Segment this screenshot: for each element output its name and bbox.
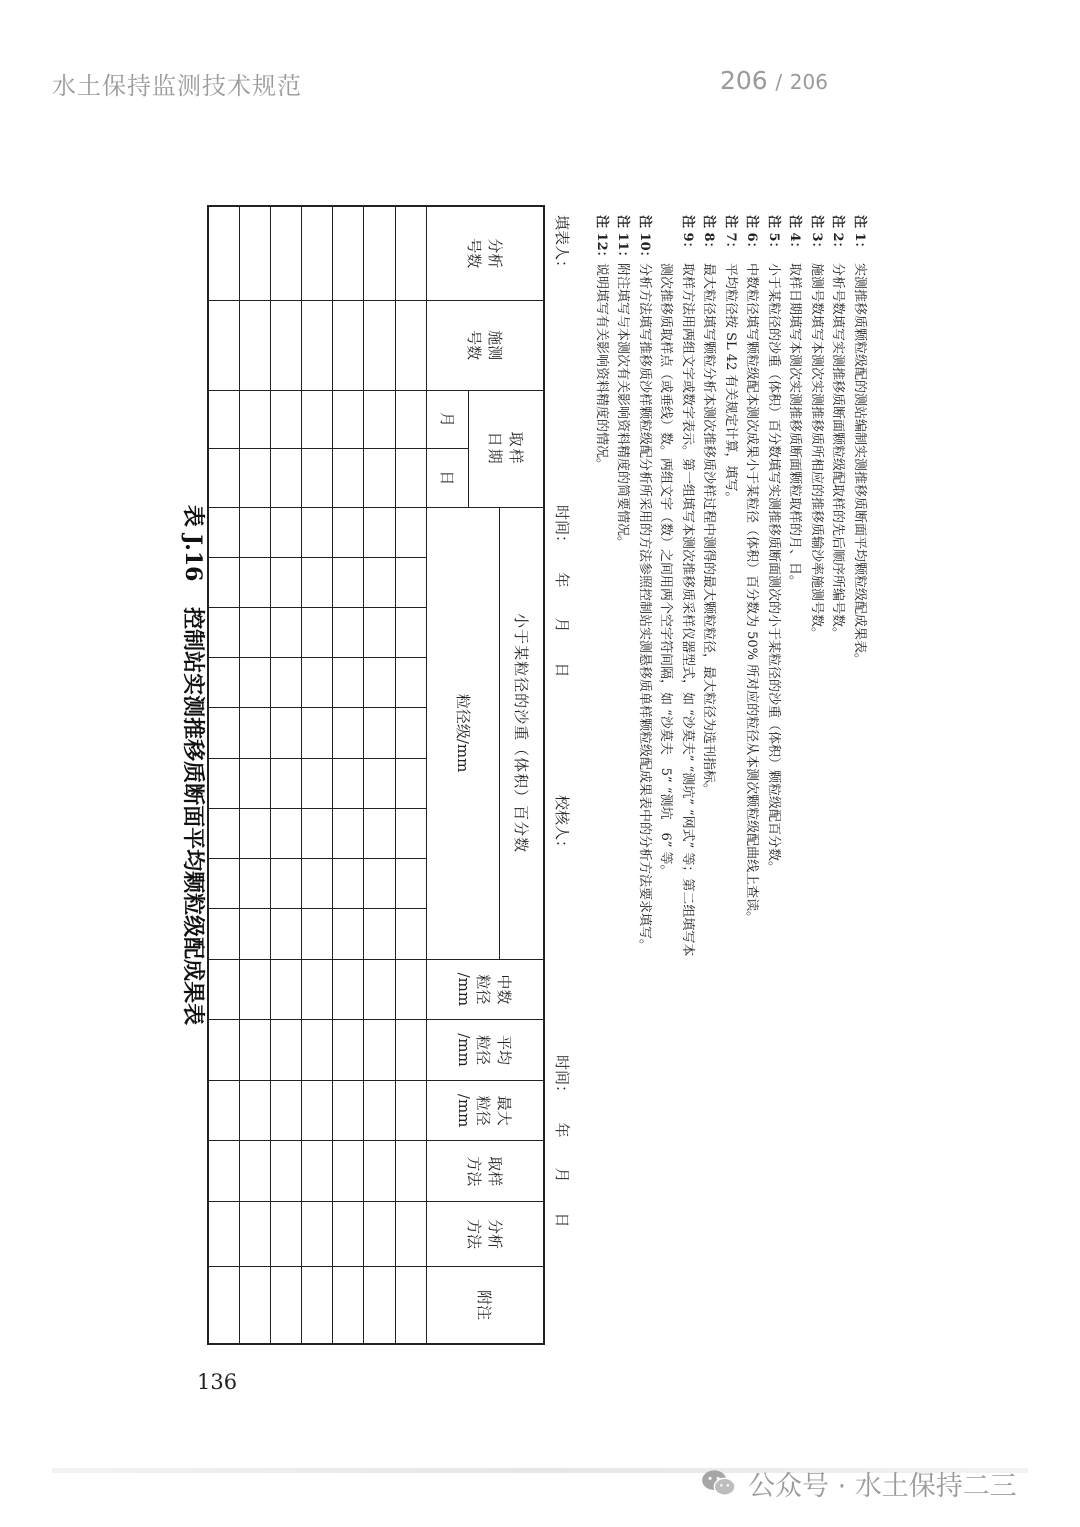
table-cell	[302, 390, 333, 449]
table-cell	[395, 1080, 426, 1141]
table-cell	[239, 1020, 270, 1081]
table-cell	[302, 758, 333, 808]
note-key: 注 11：	[615, 215, 631, 264]
table-cell	[333, 608, 364, 658]
note-text: 平均粒径按 SL 42 有关规定计算，填写。	[723, 263, 738, 505]
table-cell	[270, 507, 301, 557]
table-cell	[208, 758, 239, 808]
table-row	[208, 206, 239, 1344]
col-month: 月	[426, 390, 468, 449]
note-text: 附注填写与本测次有关影响资料精度的简要情况。	[615, 263, 631, 550]
table-cell	[302, 507, 333, 557]
table-cell	[364, 1202, 395, 1267]
note-key: 注 5：	[766, 215, 781, 255]
table-cell	[395, 608, 426, 658]
table-cell	[270, 449, 301, 508]
table-cell	[302, 1266, 333, 1344]
note-item	[655, 215, 677, 1345]
table-cell	[333, 859, 364, 909]
table-cell	[364, 758, 395, 808]
table-cell	[333, 1020, 364, 1081]
table-cell	[270, 608, 301, 658]
table-cell	[302, 708, 333, 758]
table-cell	[302, 449, 333, 508]
note-key: 注 1：	[852, 215, 867, 255]
table-title	[179, 175, 210, 1355]
table-cell	[239, 808, 270, 858]
table-cell	[333, 1141, 364, 1202]
table-cell	[270, 1202, 301, 1267]
table-number: 表 J.16	[180, 504, 206, 582]
table-cell	[364, 1020, 395, 1081]
table-cell	[333, 1266, 364, 1344]
viewer-header	[0, 0, 1080, 160]
table-cell	[239, 909, 270, 959]
col-mean-size: 平均 粒径 /mm	[426, 1020, 544, 1081]
table-row	[395, 206, 426, 1344]
col-max-size: 最大 粒径 /mm	[426, 1080, 544, 1141]
note-text: 施测号数填写本测次实测推移质所相应的推移质输沙率施测号数。	[809, 263, 824, 641]
table-cell	[208, 1141, 239, 1202]
table-cell	[364, 909, 395, 959]
table-cell	[302, 1202, 333, 1267]
note-item	[806, 215, 828, 1345]
table-cell	[302, 1020, 333, 1081]
table-cell	[239, 390, 270, 449]
note-text: 最大粒径填写颗粒分析本测次推移质沙样过程中测得的最大颗粒粒径，最大粒径为选刊指标。	[701, 263, 717, 797]
note-item	[763, 215, 785, 1345]
note-key	[655, 215, 677, 263]
table-cell	[333, 206, 364, 300]
col-median-size: 中数 粒径 /mm	[426, 959, 544, 1020]
note-key: 注 6：	[744, 215, 760, 255]
table-cell	[333, 1202, 364, 1267]
col-day: 日	[426, 449, 468, 508]
table-cell	[302, 1080, 333, 1141]
table-cell	[302, 1141, 333, 1202]
table-cell	[302, 859, 333, 909]
note-key: 注 4：	[787, 215, 803, 255]
note-text: 取样方法用两组文字或数字表示。第一组填写本测次推移质采样仪器型式，如 “沙莫夫” “测坑” “网式” 等；第二组填写本	[680, 263, 695, 957]
table-cell	[208, 1080, 239, 1141]
note-item	[677, 215, 699, 1345]
table-cell	[208, 808, 239, 858]
table-cell	[333, 390, 364, 449]
table-cell	[239, 557, 270, 607]
table-cell	[364, 449, 395, 508]
table-cell	[270, 300, 301, 390]
table-cell	[302, 608, 333, 658]
table-cell	[364, 1266, 395, 1344]
table-cell	[395, 1202, 426, 1267]
col-sample-date: 取样 日期	[469, 390, 544, 507]
note-text: 分析号数填写实测推移质断面颗粒级配取样的先后顺序所编号数。	[830, 263, 846, 641]
table-cell	[270, 808, 301, 858]
note-item	[591, 215, 613, 1345]
table-cell	[302, 300, 333, 390]
table-cell	[395, 658, 426, 708]
table-cell	[302, 909, 333, 959]
table-cell	[208, 390, 239, 449]
table-cell	[239, 1202, 270, 1267]
table-cell	[364, 390, 395, 449]
col-sampling-method: 取样 方法	[426, 1141, 544, 1202]
table-row	[302, 206, 333, 1344]
note-text: 说明填写有关影响资料精度的情况。	[594, 263, 609, 472]
table-cell	[270, 1020, 301, 1081]
table-cell	[395, 557, 426, 607]
table-cell	[395, 507, 426, 557]
col-measure-no: 施测 号数	[426, 300, 544, 390]
table-cell	[395, 808, 426, 858]
table-cell	[239, 758, 270, 808]
table-cell	[239, 658, 270, 708]
table-cell	[395, 300, 426, 390]
table-cell	[239, 507, 270, 557]
col-analysis-method: 分析 方法	[426, 1202, 544, 1267]
table-row	[333, 206, 364, 1344]
table-title-text: 控制站实测推移质断面平均颗粒级配成果表	[180, 607, 206, 1026]
table-cell	[208, 959, 239, 1020]
note-item	[634, 215, 656, 1345]
table-cell	[364, 206, 395, 300]
table-cell	[208, 1202, 239, 1267]
table-cell	[333, 557, 364, 607]
table-cell	[270, 658, 301, 708]
table-cell	[239, 1080, 270, 1141]
page-folio: 136	[197, 1370, 238, 1394]
table-cell	[333, 507, 364, 557]
table-cell	[208, 206, 239, 300]
col-remarks: 附注	[426, 1266, 544, 1344]
table-cell	[208, 608, 239, 658]
table-cell	[270, 909, 301, 959]
table-cell	[364, 1080, 395, 1141]
table-cell	[302, 206, 333, 300]
note-key: 注 12：	[594, 215, 609, 264]
page-current: 206	[720, 66, 768, 95]
note-item	[827, 215, 849, 1345]
table-row	[270, 206, 301, 1344]
note-key: 注 2：	[830, 215, 846, 255]
table-row	[364, 206, 395, 1344]
filler-time: 时间： 年 月 日	[553, 505, 571, 678]
table-cell	[364, 608, 395, 658]
table-cell	[208, 909, 239, 959]
table-cell	[270, 708, 301, 758]
table-cell	[333, 1080, 364, 1141]
table-cell	[208, 557, 239, 607]
note-text: 取样日期填写本测次实测推移质断面颗粒取样的月、日。	[787, 263, 803, 589]
table-cell	[302, 557, 333, 607]
table-cell	[208, 1020, 239, 1081]
table-cell	[333, 909, 364, 959]
table-cell	[333, 808, 364, 858]
table-cell	[239, 449, 270, 508]
table-cell	[364, 658, 395, 708]
col-size-class: 粒径级/mm	[426, 507, 499, 959]
document-title: 水土保持监测技术规范	[52, 72, 302, 100]
table-cell	[239, 300, 270, 390]
note-key: 注 8：	[701, 215, 717, 255]
rotated-table-page	[175, 175, 1055, 1355]
note-text: 小于某粒径的沙重（体积）百分数填写实测推移质断面测次的小于某粒径的沙重（体积）颗粒级配百分数。	[766, 263, 781, 875]
table-cell	[270, 1141, 301, 1202]
signature-row	[551, 215, 573, 1345]
table-cell	[364, 959, 395, 1020]
watermark-text: 公众号 · 水土保持二三	[748, 1470, 1017, 1502]
table-cell	[364, 808, 395, 858]
note-key: 注 10：	[637, 215, 652, 264]
table-cell	[333, 300, 364, 390]
note-key: 注 3：	[809, 215, 824, 255]
table-cell	[208, 859, 239, 909]
note-item	[849, 215, 871, 1345]
table-cell	[270, 557, 301, 607]
table-cell	[208, 708, 239, 758]
note-item	[720, 215, 742, 1345]
table-cell	[333, 758, 364, 808]
table-cell	[239, 859, 270, 909]
table-cell	[395, 909, 426, 959]
note-key: 注 7：	[723, 215, 738, 255]
table-cell	[333, 449, 364, 508]
filler-label: 填表人：	[553, 215, 571, 276]
table-cell	[364, 1141, 395, 1202]
table-cell	[395, 708, 426, 758]
page-separator: /	[775, 70, 783, 94]
table-cell	[364, 300, 395, 390]
table-cell	[333, 959, 364, 1020]
table-row	[239, 206, 270, 1344]
table-cell	[302, 808, 333, 858]
table-cell	[333, 708, 364, 758]
table-cell	[395, 758, 426, 808]
notes-list	[595, 215, 870, 1345]
table-cell	[208, 300, 239, 390]
table-cell	[395, 1020, 426, 1081]
table-cell	[270, 390, 301, 449]
table-cell	[302, 959, 333, 1020]
table-cell	[395, 390, 426, 449]
table-cell	[364, 859, 395, 909]
table-cell	[270, 758, 301, 808]
table-cell	[395, 1141, 426, 1202]
note-item	[784, 215, 806, 1345]
col-analysis-no: 分析 号数	[426, 206, 544, 300]
checker-time: 时间： 年 月 日	[553, 1055, 571, 1228]
table-cell	[208, 449, 239, 508]
note-text: 实测推移质颗粒级配的测站编制实测推移质断面平均颗粒级配成果表。	[852, 263, 867, 667]
wechat-icon	[700, 1468, 738, 1498]
page-total: 206	[789, 70, 828, 94]
note-key: 注 9：	[680, 215, 695, 255]
page-counter	[720, 66, 828, 95]
table-cell	[333, 658, 364, 708]
table-cell	[270, 206, 301, 300]
col-pct-header: 小于某粒径的沙重（体积）百分数	[500, 507, 544, 959]
note-text: 分析方法填写推移质沙样颗粒级配分析所采用的方法参照控制站实测悬移质单样颗粒级配成果表中的分析方法要求填写。	[637, 263, 652, 953]
table-cell	[270, 1080, 301, 1141]
table-cell	[364, 708, 395, 758]
note-text: 中数粒径填写颗粒级配本测次成果小于某粒径（体积）百分数为 50% 所对应的粒径从本测次颗粒级配曲线上查读。	[744, 263, 760, 925]
table-cell	[395, 1266, 426, 1344]
table-cell	[239, 1266, 270, 1344]
note-item	[612, 215, 634, 1345]
table-cell	[270, 1266, 301, 1344]
table-cell	[208, 658, 239, 708]
table-cell	[239, 959, 270, 1020]
results-table	[207, 205, 545, 1345]
header-row	[500, 206, 544, 1344]
table-cell	[270, 959, 301, 1020]
table-cell	[364, 557, 395, 607]
checker-label: 校核人：	[553, 795, 571, 856]
table-cell	[395, 206, 426, 300]
note-item	[698, 215, 720, 1345]
table-cell	[364, 507, 395, 557]
watermark	[700, 1460, 1017, 1506]
note-item	[741, 215, 763, 1345]
table-cell	[270, 859, 301, 909]
table-cell	[239, 1141, 270, 1202]
table-cell	[395, 859, 426, 909]
table-cell	[239, 708, 270, 758]
note-text: 测次推移质取样点（或垂线）数。两组文字（数）之间用两个空字符间隔，如 “沙莫夫 5” “测坑 6” 等。	[658, 263, 674, 878]
table-cell	[302, 658, 333, 708]
table-cell	[239, 206, 270, 300]
table-cell	[208, 507, 239, 557]
table-cell	[395, 449, 426, 508]
table-cell	[239, 608, 270, 658]
table-cell	[208, 1266, 239, 1344]
table-cell	[395, 959, 426, 1020]
